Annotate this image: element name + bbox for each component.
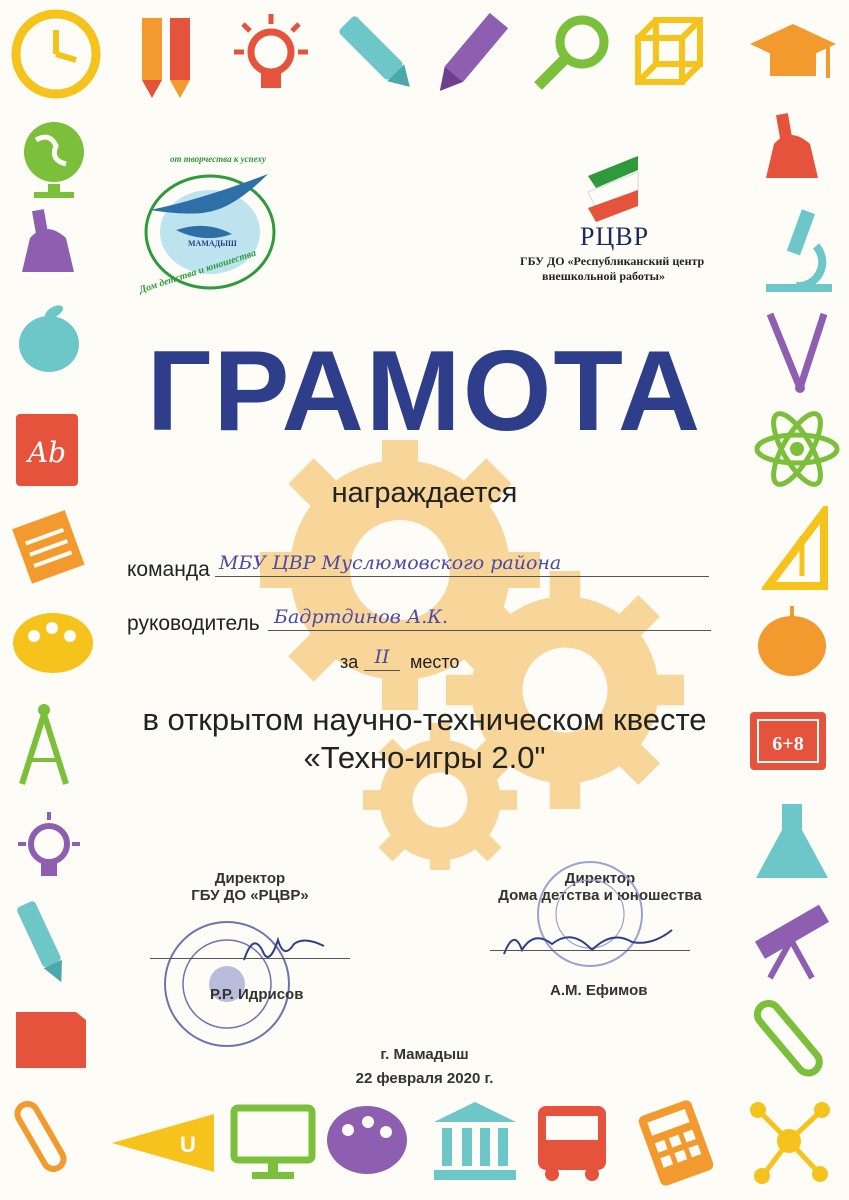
book-icon	[12, 1004, 92, 1074]
logo-abbr: РЦВР	[580, 222, 650, 251]
logo-caption-1: ГБУ ДО «Республиканский центр	[520, 254, 705, 268]
team-value: МБУ ЦВР Муслюмовского района	[215, 552, 709, 577]
place-value: II	[364, 646, 400, 671]
clock-icon	[10, 8, 102, 100]
sig-left-role: Директор	[214, 870, 286, 887]
cube-icon	[628, 10, 708, 96]
pencils-icon	[138, 14, 198, 100]
apple-icon-right	[752, 600, 832, 680]
telescope-icon	[748, 896, 834, 982]
museum-icon	[430, 1098, 520, 1184]
city: г. Мамадыш	[380, 1046, 469, 1063]
notepad-icon	[8, 506, 88, 586]
calculator-icon	[636, 1100, 716, 1186]
leader-label: руководитель	[127, 612, 260, 635]
lightbulb-icon	[228, 10, 314, 100]
sig-left-org: ГБУ ДО «РЦВР»	[191, 887, 309, 904]
flask-icon	[752, 800, 832, 886]
logo-house-of-youth	[130, 152, 290, 296]
bell-icon	[20, 208, 90, 284]
sig-right-role: Директор	[564, 870, 636, 887]
pen-icon-left	[14, 900, 74, 990]
logo-rcvr	[520, 156, 710, 286]
magnifier-icon	[528, 10, 614, 96]
bell-icon-right	[764, 112, 834, 192]
palette-icon-bottom	[322, 1100, 412, 1180]
sig-right-org: Дома детства и юношества	[498, 887, 702, 904]
svg-text:6+8: 6+8	[772, 733, 804, 755]
leader-value: Бадртдинов А.К.	[268, 606, 711, 631]
school-bus-icon	[532, 1100, 612, 1186]
logo-arc-text: от творчества к успеху	[170, 154, 267, 164]
svg-text:U: U	[180, 1132, 196, 1157]
test-tube-icon	[12, 1094, 72, 1184]
awarded-label: награждается	[331, 477, 518, 509]
certificate-title: ГРАМОТА	[146, 328, 703, 455]
signature-scribble-right	[500, 926, 680, 966]
team-label: команда	[127, 558, 210, 581]
sig-right-name: А.М. Ефимов	[550, 982, 648, 999]
signature-left	[150, 870, 350, 1050]
palette-icon	[10, 608, 96, 678]
logo-main-text: Дом детства и юношества	[137, 247, 258, 296]
molecule-icon	[744, 1096, 834, 1186]
signature-scribble-left	[240, 930, 350, 970]
place-prefix: за	[340, 652, 359, 672]
pen-icon	[338, 10, 418, 100]
graduation-cap-icon	[748, 18, 838, 88]
date: 22 февраля 2020 г.	[355, 1070, 494, 1087]
svg-text:Ab: Ab	[27, 436, 67, 469]
event-line-1: в открытом научно-техническом квесте	[142, 702, 707, 737]
monitor-icon	[230, 1104, 316, 1184]
set-square-icon	[762, 506, 832, 592]
globe-icon	[14, 112, 94, 202]
event-line-2: «Техно-игры 2.0"	[303, 740, 546, 775]
lightbulb-icon-left	[14, 808, 84, 888]
logo-city-text: МАМАДЫШ	[188, 239, 237, 248]
pencil-icon	[430, 10, 510, 100]
logo-caption-2: внешкольной работы»	[542, 269, 665, 283]
signature-right	[490, 870, 710, 1030]
pennant-icon	[108, 1108, 218, 1178]
sig-left-name: Р.Р. Идрисов	[210, 986, 304, 1003]
place-suffix: место	[410, 652, 460, 672]
microscope-icon	[760, 206, 840, 296]
